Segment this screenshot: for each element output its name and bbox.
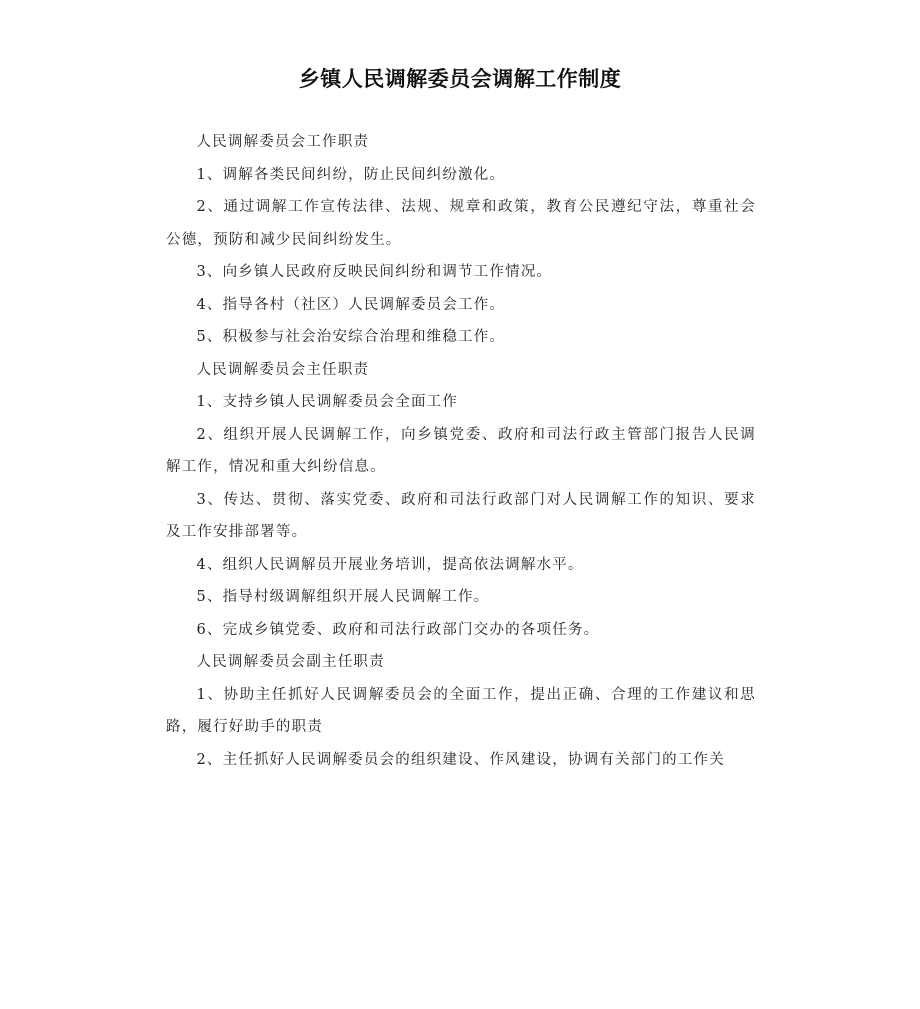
paragraph: 4、组织人民调解员开展业务培训，提高依法调解水平。: [196, 556, 584, 573]
paragraph: 5、积极参与社会治安综合治理和维稳工作。: [196, 329, 506, 345]
paragraph: 4、指导各村（社区）人民调解委员会工作。: [196, 296, 506, 313]
paragraph: 5、指导村级调解组织开展人民调解工作。: [196, 589, 490, 605]
paragraph: 3、向乡镇人民政府反映民间纠纷和调节工作情况。: [196, 264, 553, 280]
paragraph: 6、完成乡镇党委、政府和司法行政部门交办的各项任务。: [196, 621, 600, 638]
paragraph: 3、传达、贯彻、落实党委、政府和司法行政部门对人民调解工作的知识、要求及工作安排部署等。: [166, 491, 756, 540]
paragraph: 1、协助主任抓好人民调解委员会的全面工作，提出正确、合理的工作建议和思路，履行好助手的职责: [166, 686, 756, 735]
document-title: 乡镇人民调解委员会调解工作制度: [298, 67, 622, 91]
paragraph: 2、通过调解工作宣传法律、法规、规章和政策，教育公民遵纪守法，尊重社会公德，预防和减少民间纠纷发生。: [166, 199, 756, 248]
paragraph: 2、组织开展人民调解工作，向乡镇党委、政府和司法行政主管部门报告人民调解工作，情况和重大纠纷信息。: [166, 426, 756, 475]
document-body: [166, 126, 756, 776]
section-heading-deputy-director: 人民调解委员会副主任职责: [196, 654, 385, 670]
section-heading-duties: 人民调解委员会工作职责: [196, 134, 370, 150]
paragraph: 2、主任抓好人民调解委员会的组织建设、作风建设，协调有关部门的工作关: [196, 751, 725, 768]
section-heading-director: 人民调解委员会主任职责: [196, 361, 370, 378]
paragraph: 1、调解各类民间纠纷，防止民间纠纷激化。: [196, 166, 506, 183]
paragraph: 1、支持乡镇人民调解委员会全面工作: [196, 394, 459, 410]
